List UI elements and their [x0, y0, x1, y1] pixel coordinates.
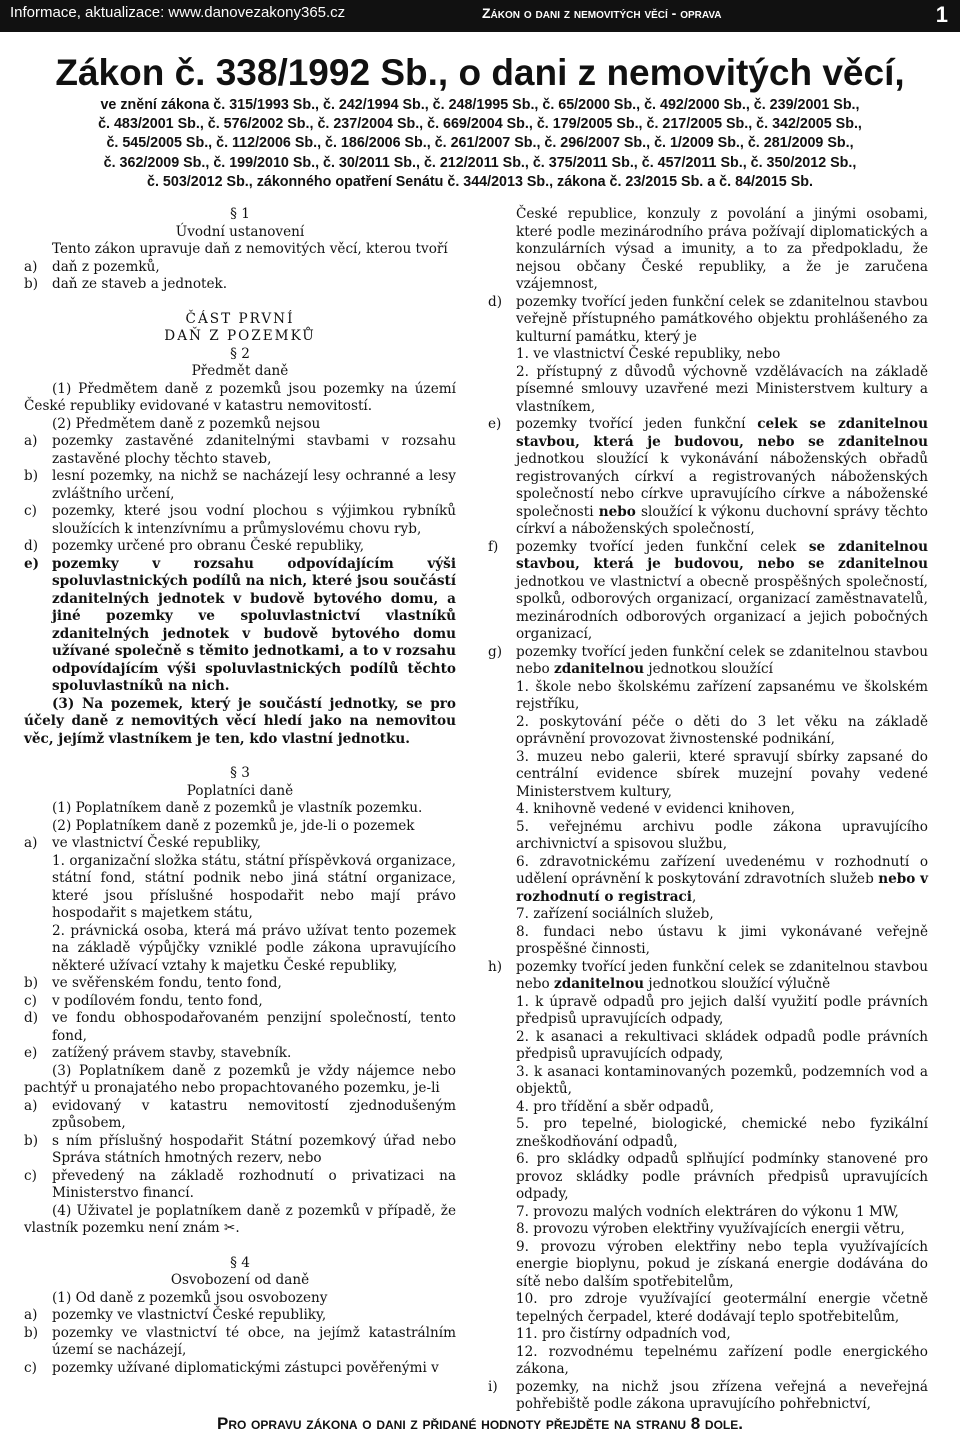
list-item: b) ve svěřenském fondu, tento fond, — [24, 975, 282, 991]
sub-item: 11. pro čistírny odpadních vod, — [516, 1326, 731, 1342]
section-3-number: § 3 — [230, 765, 250, 781]
list-item: b) lesní pozemky, na nichž se nacházejí lesy ochranné a lesy zvláštního určení, — [24, 468, 456, 502]
section-1-heading: Úvodní ustanovení — [175, 223, 305, 240]
banner-info-text: Informace, aktualizace: www.danovezakony365.cz — [10, 4, 346, 21]
list-item: h) pozemky tvořící jeden funkční celek se zdanitelnou stavbou nebo zdanitelnou jednotkou sloužící výlučně — [488, 958, 928, 992]
sub-item: 1. ve vlastnictví České republiky, nebo — [516, 346, 781, 362]
page-number: 1 — [935, 2, 948, 27]
list-item: d) pozemky tvořící jeden funkční celek se zdanitelnou stavbou veřejně přístupného památkového objektu prohlášeného za kulturní památku, který je — [488, 293, 928, 345]
section-4-heading: Osvobození od daně — [170, 1272, 310, 1288]
sub-item: 4. pro třídění a sběr odpadů, — [516, 1098, 714, 1115]
sub-item: 9. provozu výroben elektřiny nebo tepla využívajících energie bioplynu, pokud je získaná energie dodávána do sítě nebo dalším spotřebitelům, — [516, 1238, 928, 1290]
list-item: c) pozemky užívané diplomatickými zástupci pověřenými v — [24, 1359, 439, 1376]
sub-item: 8. fundaci nebo ústavu k jimi vykonávané veřejně prospěšné činnosti, — [516, 923, 928, 957]
sub-item: 1. škole nebo školskému zařízení zapsanému ve školském rejstříku, — [516, 678, 928, 712]
list-item: d) pozemky určené pro obranu České republiky, — [24, 538, 365, 554]
sub-item: 10. pro zdroje využívající geotermální energie včetně tepelných čerpadel, které dodávají teplo spotřebitelům, — [516, 1291, 928, 1325]
sub-item: 4. knihovně vedené v evidenci knihoven, — [516, 801, 795, 817]
list-item: b) daň ze staveb a jednotek. — [24, 276, 228, 292]
section-2-number: § 2 — [230, 345, 250, 362]
list-item: e) pozemky tvořící jeden funkční celek se zdanitelnou stavbou, která je budovou, nebo se zdanitelnou jednotkou sloužící k vykonávání náboženských obřadů registrovaných církví a registrovaných náboženských společností nebo církve upravujícího církve a náboženské společnosti nebo sloužící k výkonu duchovní správy těchto církví a náboženských společností, — [488, 416, 928, 537]
paragraph: (2) Poplatníkem daně z pozemků je, jde-li o pozemek — [52, 817, 415, 834]
amendment-line: č. 545/2005 Sb., č. 112/2006 Sb., č. 186/2006 Sb., č. 261/2007 Sb., č. 296/2007 Sb., č. 1/2009 Sb., č. 281/2009 Sb., — [106, 135, 854, 152]
list-item: a) pozemky ve vlastnictví České republiky, — [24, 1307, 327, 1323]
section-1-text: Tento zákon upravuje daň z nemovitých věcí, kterou tvoří — [52, 241, 448, 257]
sub-item: 7. provozu malých vodních elektráren do výkonu 1 MW, — [516, 1203, 899, 1220]
list-item: a) ve vlastnictví České republiky, — [24, 835, 261, 851]
amendment-line: č. 503/2012 Sb., zákonného opatření Senátu č. 344/2013 Sb., zákona č. 23/2015 Sb. a č. 84/2015 Sb. — [147, 173, 813, 190]
sub-item: 6. pro skládky odpadů splňující podmínky stanovené pro provoz skládky podle právních předpisů upravujících odpady, — [516, 1151, 928, 1202]
section-2-heading: Předmět daně — [191, 363, 289, 379]
section-4-number: § 4 — [230, 1254, 250, 1271]
list-item: i) pozemky, na nichž jsou zřízena veřejná a neveřejná pohřebiště podle zákona upravujícího pohřebnictví, — [488, 1378, 928, 1412]
list-item: c) pozemky, které jsou vodní plochou s výjimkou rybníků sloužících k intenzívnímu a průmyslovému chovu ryb, — [24, 503, 456, 537]
left-column — [24, 206, 456, 1377]
sub-item: 5. veřejnému archivu podle zákona upravujícího archivnictví a spisovou službu, — [516, 818, 928, 852]
list-item: a) pozemky zastavěné zdanitelnými stavbami v rozsahu zastavěné plochy těchto staveb, — [24, 433, 456, 467]
list-item: a) evidovaný v katastru nemovitostí zjednodušeným způsobem, — [24, 1097, 456, 1131]
sub-item: 2. poskytování péče o děti do 3 let věku na základě oprávnění provozovat živnostenské podnikání, — [516, 713, 928, 747]
list-item: d) ve fondu obhospodařovaném penzijní společností, tento fond, — [24, 1010, 456, 1044]
right-column — [488, 206, 928, 1414]
list-item: g) pozemky tvořící jeden funkční celek se zdanitelnou stavbou nebo zdanitelnou jednotkou sloužící — [488, 643, 928, 677]
top-banner — [0, 0, 960, 32]
list-item: b) pozemky ve vlastnictví té obce, na jejímž katastrálním území se nacházejí, — [24, 1324, 456, 1358]
list-item: c) převedený na základě rozhodnutí o privatizaci na Ministerstvo financí. — [24, 1167, 456, 1201]
paragraph: (2) Předmětem daně z pozemků nejsou — [52, 415, 321, 432]
list-item: e) zatížený právem stavby, stavebník. — [24, 1045, 292, 1061]
list-item: f) pozemky tvořící jeden funkční celek se zdanitelnou stavbou, která je budovou, nebo se zdanitelnou jednotkou ve vlastnictví a obecně prospěšných společností, spolků, odborových organizací, organizací zaměstnavatelů, mezinárodních odborových organizací a jejich pobočných organizací, — [488, 538, 928, 642]
sub-item: 1. organizační složka státu, státní příspěvková organizace, státní fond, státní podnik nebo jiná státní organizace, které jsou příslušné hospodařit nebo mají právo hospodařit s majetkem státu, — [52, 852, 456, 921]
sub-item: 2. přístupný z důvodů výchovně vzdělávacích na základě písemné smlouvy uzavřené mezi Ministerstvem kultury a vlastníkem, — [516, 363, 928, 415]
sub-item: 2. k asanaci a rekultivaci skládek odpadů podle právních předpisů upravujících odpady, — [516, 1028, 928, 1062]
amendment-line: č. 362/2009 Sb., č. 199/2010 Sb., č. 30/2011 Sb., č. 212/2011 Sb., č. 375/2011 Sb., č. 457/2011 Sb., č. 350/2012 Sb., — [103, 154, 857, 171]
footer-note: Pro opravu zákona o dani z přidané hodnoty přejděte na stranu 8 dole. — [217, 1414, 743, 1433]
sub-item: 5. pro tepelné, biologické, chemické nebo fyzikální zneškodňování odpadů, — [516, 1116, 928, 1150]
list-item: b) s ním příslušný hospodařit Státní pozemkový úřad nebo Správa státních hmotných rezerv, nebo — [24, 1132, 456, 1166]
list-item: a) daň z pozemků, — [24, 258, 160, 275]
sub-item: 8. provozu výroben elektřiny využívajících energii větru, — [516, 1221, 905, 1237]
sub-item: 1. k úpravě odpadů pro jejich další využití podle právních předpisů upravujících odpady, — [516, 993, 928, 1027]
sub-item: 6. zdravotnickému zařízení uvedenému v rozhodnutí o udělení oprávnění k poskytování zdravotních služeb nebo v rozhodnutí o registraci, — [516, 853, 928, 905]
list-item: c) v podílovém fondu, tento fond, — [24, 992, 263, 1009]
sub-item: 3. k asanaci kontaminovaných pozemků, podzemních vod a objektů, — [516, 1063, 928, 1097]
sub-item: 12. rozvodnému tepelnému zařízení podle energického zákona, — [516, 1343, 928, 1377]
paragraph: (3) Poplatníkem daně z pozemků je vždy nájemce nebo pachtýř u pronajatého nebo propachtovaného pozemku, je-li — [24, 1062, 456, 1096]
paragraph: (1) Poplatníkem daně z pozemků je vlastník pozemku. — [52, 800, 423, 816]
section-1-number: § 1 — [230, 206, 250, 222]
sub-item: 3. muzeu nebo galerii, které spravují sbírky zapsané do centrální evidence sbírek muzejní povahy vedené Ministerstvem kultury, — [516, 748, 928, 800]
amendment-line: ve znění zákona č. 315/1993 Sb., č. 242/1994 Sb., č. 248/1995 Sb., č. 65/2000 Sb., č. 492/2000 Sb., č. 239/2001 Sb., — [100, 97, 860, 113]
part-heading: ČÁST PRVNÍ — [185, 310, 295, 327]
list-item-continuation: České republice, konzuly z povolání a jinými osobami, které podle mezinárodního práva požívají diplomatických a konzulárních výsad a imunity, a to za předpokladu, že nejsou občany České republiky, a že je zaručena vzájemnost, — [516, 206, 928, 292]
section-3-heading: Poplatníci daně — [186, 782, 294, 799]
sub-item: 7. zařízení sociálních služeb, — [516, 906, 714, 922]
paragraph-amended: (3) Na pozemek, který je součástí jednotky, se pro účely daně z nemovitých věcí hledí jako na nemovitou věc, jejímž vlastníkem je ten, kdo vlastní jednotku. — [24, 695, 456, 747]
paragraph: (4) Uživatel je poplatníkem daně z pozemků v případě, že vlastník pozemku není znám ✂. — [24, 1202, 456, 1236]
sub-item: 2. právnická osoba, která má právo užívat tento pozemek na základě výpůjčky vzniklé podle zákona upravujícího některé užívací vztahy k majetku České republiky, — [52, 922, 456, 974]
scissors-icon: ✂. — [224, 1220, 240, 1236]
law-title: Zákon č. 338/1992 Sb., o dani z nemovitých věcí, — [55, 52, 905, 93]
paragraph: (1) Předmětem daně z pozemků jsou pozemky na území České republiky evidované v katastru nemovitostí. — [24, 380, 456, 414]
list-item-amended: e) pozemky v rozsahu odpovídajícím výši spoluvlastnických podílů na nich, které jsou součástí zdanitelných jednotek v budově bytového domu, a jiné pozemky ve spoluvlastnictví vlastníků zdanitelných jednotek v budově bytového domu užívané společně s těmito jednotkami, a to v rozsahu odpovídajícím výši spoluvlastnických podílů těchto spoluvlastníků na nich. — [24, 555, 456, 694]
banner-law-title: Zákon o dani z nemovitých věcí - oprava — [482, 5, 722, 21]
paragraph: (1) Od daně z pozemků jsou osvobozeny — [52, 1289, 328, 1306]
part-title: DAŇ Z POZEMKŮ — [164, 328, 316, 344]
amendment-line: č. 483/2001 Sb., č. 576/2002 Sb., č. 237/2004 Sb., č. 669/2004 Sb., č. 179/2005 Sb., č. 217/2005 Sb., č. 342/2005 Sb., — [98, 116, 862, 133]
amendments-block — [40, 96, 920, 192]
